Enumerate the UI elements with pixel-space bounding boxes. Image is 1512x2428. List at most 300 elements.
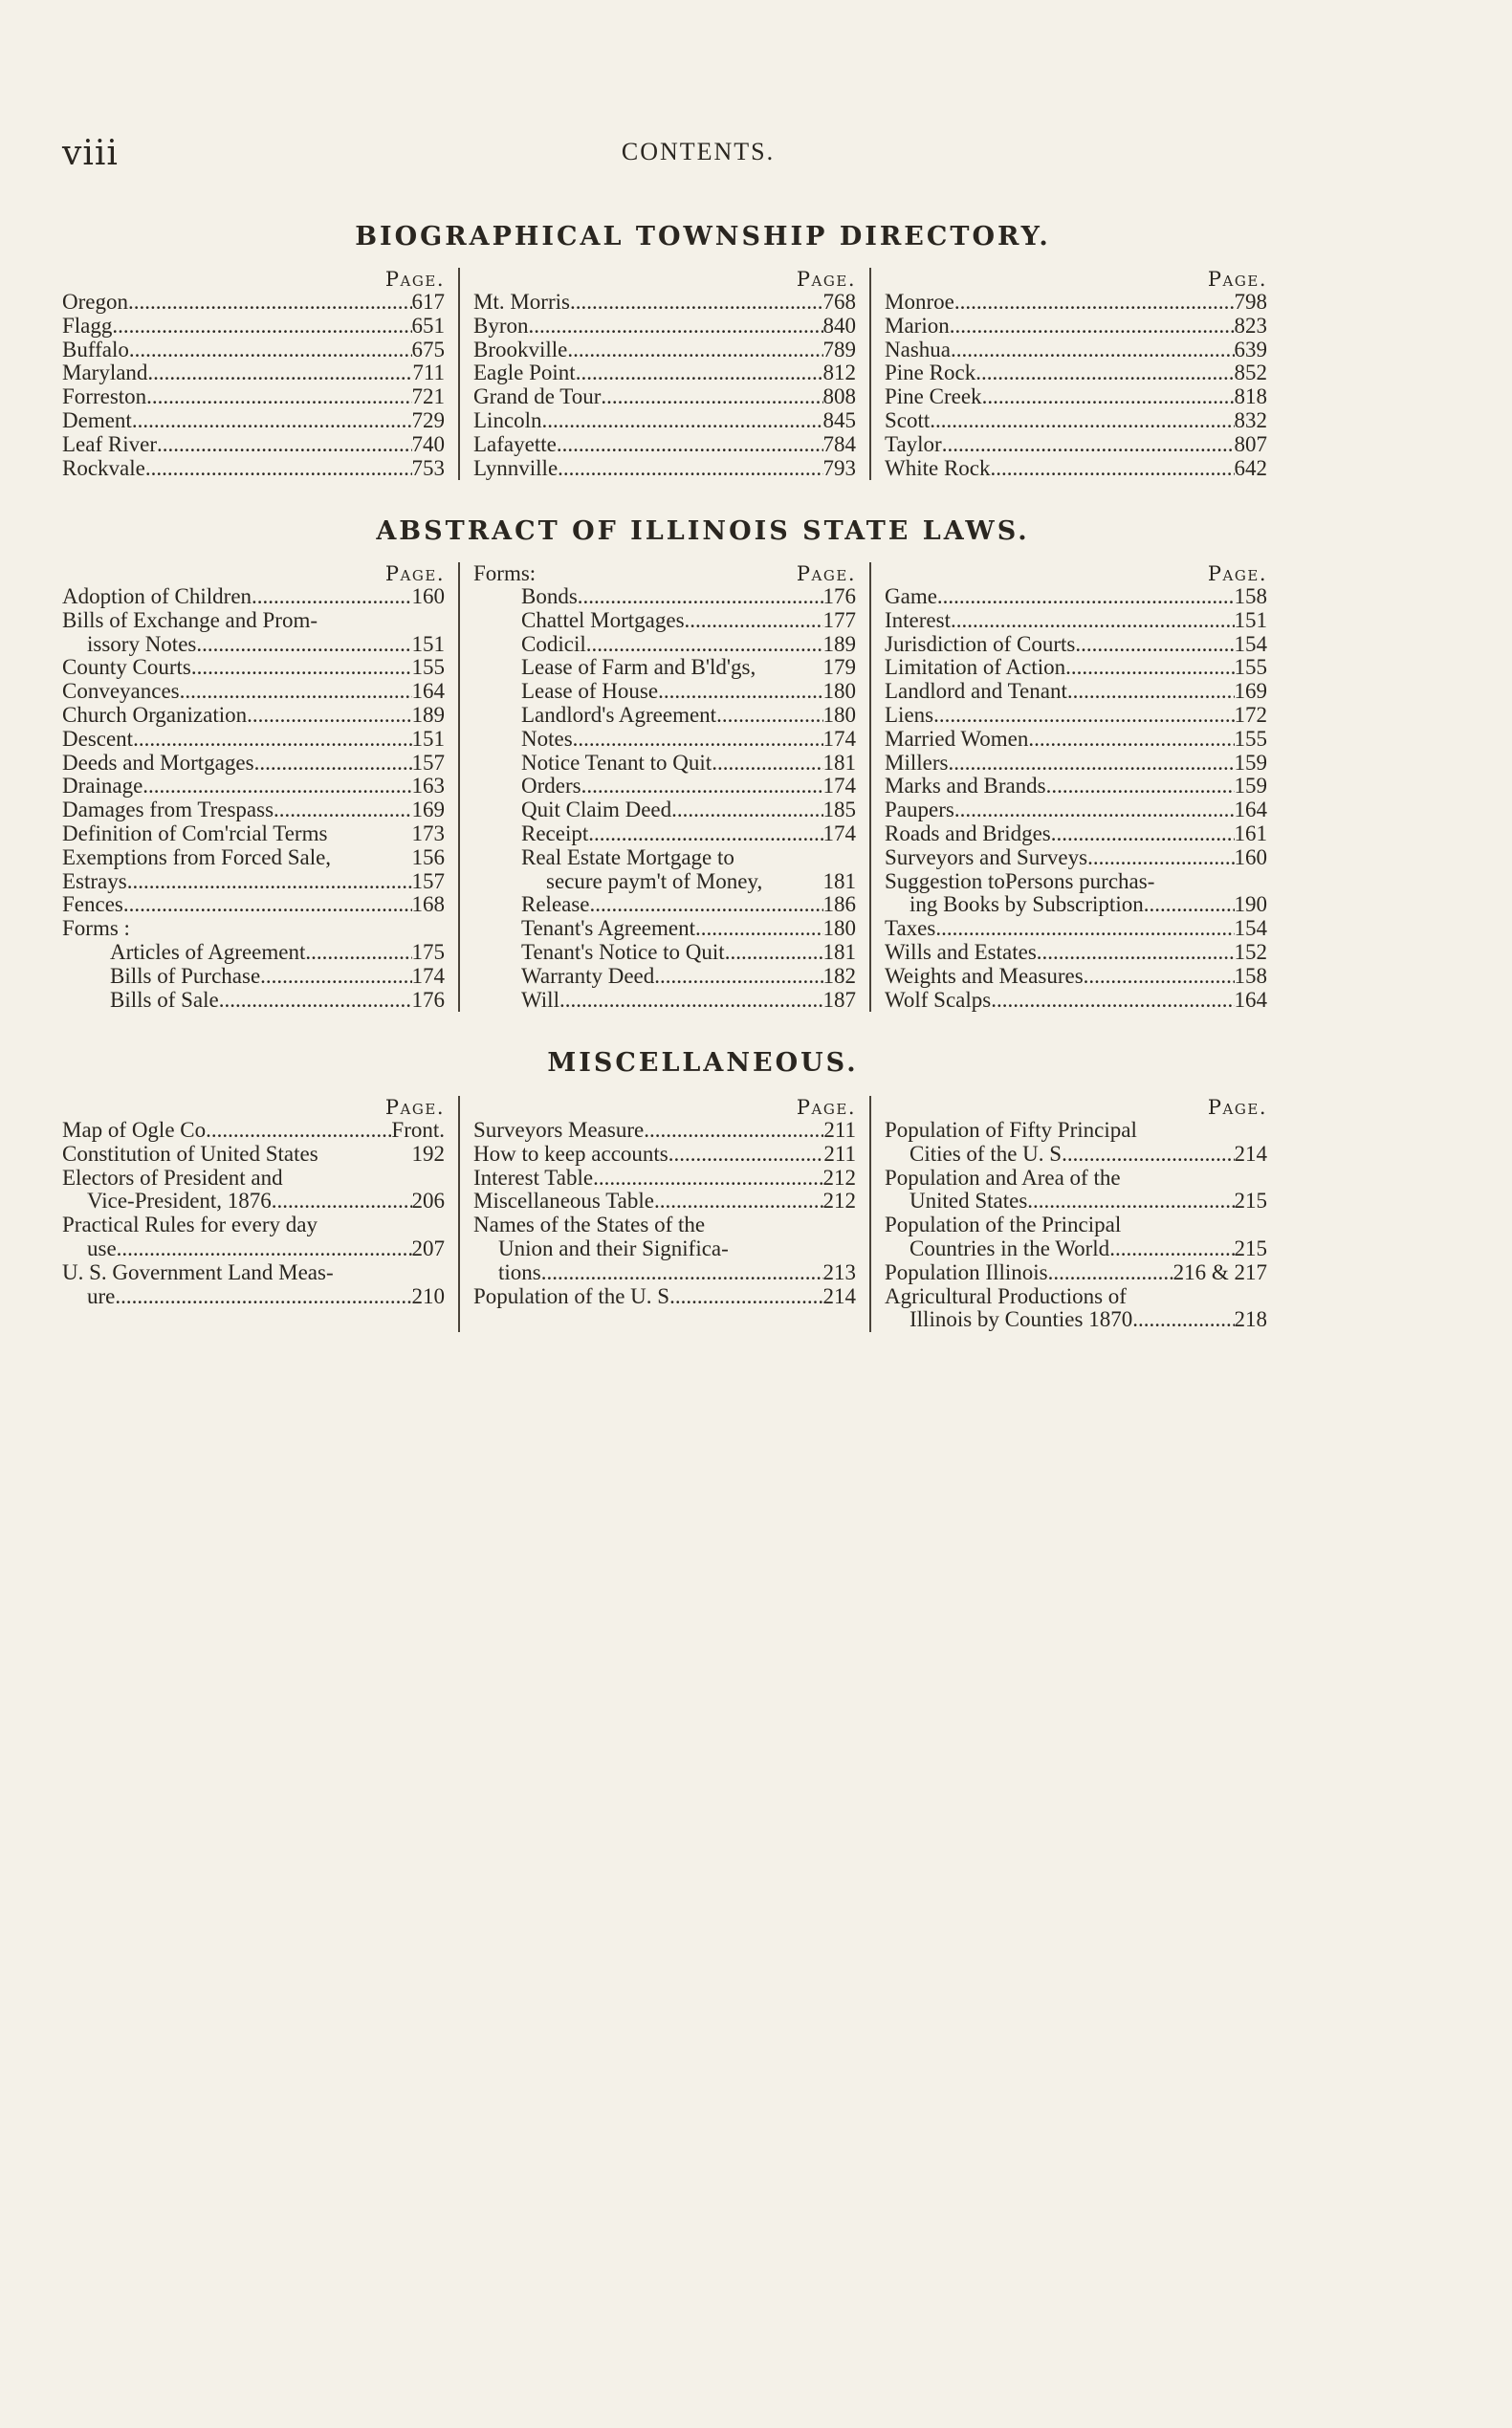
leader-dots [654, 965, 822, 989]
leader-dots [576, 361, 823, 385]
leader-dots [558, 457, 822, 481]
leader-dots [933, 704, 1234, 728]
contents-entry [885, 752, 1267, 776]
leader-dots [951, 609, 1235, 633]
contents-entry [885, 870, 1267, 894]
leader-dots [133, 728, 411, 752]
entry-page-number: 789 [822, 337, 856, 361]
contents-entry [62, 433, 445, 457]
leader-dots [671, 798, 822, 822]
contents-entry [473, 385, 856, 409]
contents-entry [473, 656, 856, 680]
leader-dots [180, 680, 412, 704]
entry-title: Countries in the World [909, 1236, 1110, 1260]
contents-entry [62, 893, 445, 917]
leader-dots [541, 1261, 823, 1285]
entry-page-number: 159 [1234, 750, 1267, 775]
contents-entry [62, 680, 445, 704]
leader-dots [590, 893, 823, 917]
entry-page-number: 213 [822, 1259, 856, 1284]
contents-column [62, 268, 458, 480]
entry-title: Names of the States of the [473, 1213, 706, 1237]
leader-dots [115, 1285, 411, 1309]
entry-title: Nashua [885, 337, 951, 361]
contents-entry [885, 846, 1267, 870]
contents-entry [62, 361, 445, 385]
contents-entry [62, 585, 445, 609]
entry-title: Orders [521, 774, 581, 798]
entry-title: Eagle Point [473, 361, 576, 385]
leader-dots [942, 433, 1235, 457]
entry-page-number: 182 [822, 963, 856, 988]
leader-dots [559, 989, 823, 1013]
entry-title: Byron [473, 313, 529, 338]
entry-title: Conveyances [62, 679, 180, 704]
contents-entry [473, 798, 856, 822]
contents-entry [62, 798, 445, 822]
entry-page-number: 174 [411, 963, 445, 988]
leader-dots [1048, 1261, 1173, 1285]
contents-entry [885, 409, 1267, 433]
entry-title: Vice-President, 1876 [87, 1189, 272, 1214]
contents-entry [473, 680, 856, 704]
entry-title: Suggestion toPersons purchas- [885, 868, 1155, 893]
leader-dots [117, 1237, 412, 1261]
entry-title: Liens [885, 702, 934, 727]
entry-title: Marion [885, 313, 950, 338]
entry-page-number: 151 [411, 631, 445, 656]
entry-title: Forreston [62, 384, 147, 409]
contents-entry [473, 409, 856, 433]
contents-entry [62, 1237, 445, 1261]
entry-page-number: 212 [822, 1165, 856, 1190]
contents-entry [473, 1190, 856, 1214]
entry-title: Fences [62, 892, 123, 917]
contents-entry [885, 361, 1267, 385]
leader-dots [1144, 893, 1235, 917]
page-label: Page. [796, 1096, 856, 1119]
entry-page-number: 176 [411, 987, 445, 1012]
contents-entry [62, 989, 445, 1013]
leader-dots [669, 1285, 822, 1309]
entry-page-number: 214 [822, 1283, 856, 1308]
contents-entry [885, 1285, 1267, 1309]
entry-page-number: 180 [822, 679, 856, 704]
leader-dots [1028, 728, 1234, 752]
entry-title: Maryland [62, 361, 148, 385]
leader-dots [712, 752, 822, 776]
entry-title: Taxes [885, 916, 936, 941]
entry-title: Population Illinois [885, 1259, 1048, 1284]
entry-title: Mt. Morris [473, 290, 570, 314]
entry-title: Population of Fifty Principal [885, 1118, 1137, 1142]
section-biographical [62, 268, 1353, 480]
leader-dots [725, 941, 823, 965]
leader-dots [219, 989, 412, 1013]
contents-entry [885, 1143, 1267, 1167]
leader-dots [542, 409, 823, 433]
entry-page-number: 189 [822, 631, 856, 656]
contents-entry [885, 1261, 1267, 1285]
contents-entry [473, 291, 856, 315]
entry-title: Population of the Principal [885, 1213, 1122, 1237]
entry-title: Drainage [62, 774, 143, 798]
entry-page-number: 173 [411, 820, 445, 845]
entry-page-number: 155 [1234, 726, 1267, 751]
entry-page-number: 212 [822, 1189, 856, 1214]
entry-title: Jurisdiction of Courts [885, 631, 1076, 656]
entry-page-number: 180 [822, 916, 856, 941]
entry-title: Agricultural Productions of [885, 1283, 1127, 1308]
section-title-abstract: ABSTRACT OF ILLINOIS STATE LAWS. [376, 516, 1030, 546]
contents-entry [473, 893, 856, 917]
contents-entry [885, 633, 1267, 657]
entry-title: Notes [521, 726, 573, 751]
leader-dots [1062, 1143, 1234, 1167]
entry-title: use [87, 1236, 117, 1260]
contents-entry [473, 1237, 856, 1261]
entry-page-number: 812 [822, 361, 856, 385]
entry-title: Notice Tenant to Quit [521, 750, 712, 775]
entry-title: Limitation of Action [885, 655, 1066, 680]
contents-entry [473, 965, 856, 989]
entry-page-number: 617 [411, 290, 445, 314]
contents-entry [473, 704, 856, 728]
leader-dots [930, 409, 1234, 433]
entry-title: Practical Rules for every day [62, 1213, 318, 1237]
entry-page-number: 152 [1234, 939, 1267, 964]
contents-column [458, 1096, 869, 1332]
entry-page-number: 187 [822, 987, 856, 1012]
leader-dots [146, 385, 411, 409]
entry-page-number: 157 [411, 750, 445, 775]
contents-entry [62, 1261, 445, 1285]
entry-page-number: 798 [1234, 290, 1267, 314]
entry-page-number: 151 [1234, 607, 1267, 632]
entry-page-number: 753 [411, 455, 445, 480]
contents-column [62, 562, 458, 1012]
leader-dots [573, 728, 823, 752]
leader-dots [1065, 656, 1234, 680]
contents-entry [62, 1119, 445, 1143]
entry-title: Wolf Scalps [885, 987, 992, 1012]
contents-entry [62, 409, 445, 433]
contents-entry [473, 775, 856, 798]
entry-title: Articles of Agreement [110, 939, 306, 964]
contents-entry [62, 291, 445, 315]
entry-title: Illinois by Counties 1870 [909, 1307, 1133, 1332]
entry-page-number: 832 [1234, 407, 1267, 432]
entry-title: Lease of Farm and B'ld'gs, [521, 655, 756, 680]
entry-page-number: 807 [1234, 431, 1267, 456]
contents-entry [885, 893, 1267, 917]
entry-title: tions [498, 1259, 541, 1284]
leader-dots [147, 361, 412, 385]
entry-title: ing Books by Subscription [909, 892, 1144, 917]
entry-title: Real Estate Mortgage to [521, 844, 734, 869]
contents-entry [473, 752, 856, 776]
page-label: Page. [1207, 268, 1267, 291]
entry-title: Roads and Bridges [885, 820, 1051, 845]
entry-title: Landlord's Agreement [521, 702, 717, 727]
column-page-heading [885, 268, 1267, 291]
column-page-heading [62, 1096, 445, 1119]
entry-page-number: 211 [823, 1141, 856, 1166]
entry-title: Cities of the U. S [909, 1141, 1063, 1166]
entry-page-number: 215 [1234, 1189, 1267, 1214]
entry-page-number: 161 [1234, 820, 1267, 845]
contents-entry [885, 339, 1267, 362]
contents-entry [473, 339, 856, 362]
leader-dots [654, 1190, 823, 1214]
leader-dots [601, 385, 822, 409]
contents-column [458, 268, 869, 480]
leader-dots [593, 1167, 822, 1191]
entry-page-number: 179 [822, 655, 856, 680]
contents-entry [62, 339, 445, 362]
leader-dots [1075, 633, 1234, 657]
contents-entry [885, 798, 1267, 822]
leader-dots [557, 433, 823, 457]
leader-dots [247, 704, 411, 728]
contents-column [869, 1096, 1281, 1332]
contents-entry [885, 656, 1267, 680]
entry-page-number: 214 [1234, 1141, 1267, 1166]
contents-entry [62, 1167, 445, 1191]
column-page-heading [473, 1096, 856, 1119]
entry-title: Forms : [62, 916, 130, 941]
page-label: Page. [796, 268, 856, 291]
contents-entry [885, 585, 1267, 609]
leader-dots [128, 291, 412, 315]
entry-title: Interest [885, 607, 951, 632]
contents-entry [473, 433, 856, 457]
contents-entry [62, 385, 445, 409]
running-title: CONTENTS. [621, 138, 776, 165]
page-header [0, 134, 1512, 172]
column-page-heading [473, 268, 856, 291]
entry-page-number: 180 [822, 702, 856, 727]
entry-page-number: 164 [411, 679, 445, 704]
contents-entry [62, 846, 445, 870]
leader-dots [1046, 775, 1235, 798]
entry-page-number: 169 [411, 798, 445, 822]
entry-page-number: 823 [1234, 313, 1267, 338]
contents-column [869, 562, 1281, 1012]
entry-page-number: 158 [1234, 963, 1267, 988]
entry-page-number: 210 [411, 1283, 445, 1308]
contents-entry [62, 1285, 445, 1309]
contents-entry [62, 1214, 445, 1237]
contents-entry [885, 1167, 1267, 1191]
leader-dots [260, 965, 411, 989]
entry-page-number: 784 [822, 431, 856, 456]
entry-page-number: 176 [822, 584, 856, 608]
section-abstract [62, 562, 1353, 1012]
contents-entry [885, 775, 1267, 798]
contents-column [458, 562, 869, 1012]
page-label: Page. [1207, 562, 1267, 585]
entry-title: Buffalo [62, 337, 129, 361]
contents-entry [473, 457, 856, 481]
leader-dots [581, 775, 823, 798]
entry-title: Electors of President and [62, 1165, 283, 1190]
leader-dots [254, 752, 412, 776]
leader-dots [157, 433, 412, 457]
section-title-miscellaneous: MISCELLANEOUS. [547, 1048, 859, 1078]
contents-entry [473, 1119, 856, 1143]
column-page-heading [885, 562, 1267, 585]
entry-page-number: 740 [411, 431, 445, 456]
entry-page-number: 186 [822, 892, 856, 917]
leader-dots [954, 798, 1235, 822]
entry-title: Quit Claim Deed [521, 798, 672, 822]
entry-title: Tenant's Agreement [521, 916, 696, 941]
entry-title: Lease of House [521, 679, 659, 704]
leader-dots [935, 917, 1234, 941]
entry-title: Receipt [521, 820, 589, 845]
entry-title: Lafayette [473, 431, 557, 456]
leader-dots [145, 457, 412, 481]
contents-entry [885, 315, 1267, 339]
leader-dots [129, 339, 412, 362]
leader-dots [1132, 1308, 1234, 1332]
contents-entry [885, 1214, 1267, 1237]
leader-dots [252, 585, 411, 609]
entry-title: Adoption of Children [62, 584, 252, 608]
entry-page-number: 840 [822, 313, 856, 338]
contents-entry [62, 704, 445, 728]
contents-entry [885, 704, 1267, 728]
entry-title: White Rock [885, 455, 991, 480]
leader-dots [1037, 941, 1235, 965]
entry-title: Exemptions from Forced Sale, [62, 844, 332, 869]
contents-entry [885, 1190, 1267, 1214]
contents-entry [62, 1143, 445, 1167]
entry-title: Estrays [62, 868, 127, 893]
leader-dots [132, 409, 412, 433]
entry-page-number: 639 [1234, 337, 1267, 361]
entry-title: Weights and Measures [885, 963, 1084, 988]
contents-entry [473, 1261, 856, 1285]
entry-page-number: 207 [411, 1236, 445, 1260]
entry-page-number: 159 [1234, 774, 1267, 798]
leader-dots [1109, 1237, 1234, 1261]
leader-dots [142, 775, 411, 798]
page-label: Page. [796, 562, 856, 585]
entry-page-number: 174 [822, 726, 856, 751]
contents-entry [885, 941, 1267, 965]
entry-title: Scott [885, 407, 931, 432]
entry-title: U. S. Government Land Meas- [62, 1259, 334, 1284]
column-page-heading [62, 268, 445, 291]
contents-entry [473, 1285, 856, 1309]
contents-entry [473, 315, 856, 339]
entry-title: Deeds and Mortgages [62, 750, 254, 775]
contents-entry [473, 585, 856, 609]
leader-dots [586, 633, 823, 657]
leader-dots [1027, 1190, 1234, 1214]
entry-title: Game [885, 584, 937, 608]
entry-page-number: Front. [391, 1118, 445, 1142]
page-label: Page. [384, 268, 445, 291]
contents-entry [473, 1167, 856, 1191]
entry-page-number: 160 [411, 584, 445, 608]
entry-title: Bonds [521, 584, 578, 608]
entry-page-number: 174 [822, 774, 856, 798]
entry-page-number: 711 [412, 361, 445, 385]
entry-page-number: 155 [1234, 655, 1267, 680]
entry-title: Pine Creek [885, 384, 982, 409]
entry-page-number: 181 [822, 868, 856, 893]
contents-entry [62, 457, 445, 481]
contents-entry [885, 917, 1267, 941]
column-page-heading [885, 1096, 1267, 1119]
contents-entry [62, 1190, 445, 1214]
entry-title: How to keep accounts [473, 1141, 668, 1166]
contents-entry [473, 917, 856, 941]
entry-title: Surveyors and Surveys [885, 844, 1088, 869]
leader-dots [123, 893, 412, 917]
leader-dots [991, 989, 1234, 1013]
contents-entry [473, 1214, 856, 1237]
entry-page-number: 845 [822, 407, 856, 432]
entry-page-number: 215 [1234, 1236, 1267, 1260]
entry-page-number: 154 [1234, 631, 1267, 656]
entry-title: Release [521, 892, 590, 917]
entry-title: Monroe [885, 290, 954, 314]
contents-entry [885, 989, 1267, 1013]
entry-page-number: 169 [1234, 679, 1267, 704]
leader-dots [127, 870, 412, 894]
leader-dots [1067, 680, 1235, 704]
leader-dots [954, 291, 1235, 315]
leader-dots [112, 315, 411, 339]
leader-dots [658, 680, 822, 704]
contents-entry [885, 728, 1267, 752]
entry-title: Church Organization [62, 702, 248, 727]
section-title-biographical: BIOGRAPHICAL TOWNSHIP DIRECTORY. [355, 222, 1051, 252]
entry-title: Chattel Mortgages [521, 607, 685, 632]
entry-page-number: 160 [1234, 844, 1267, 869]
contents-entry [62, 315, 445, 339]
contents-entry [885, 1308, 1267, 1332]
page-number: viii [62, 134, 119, 173]
contents-entry [473, 941, 856, 965]
entry-title: Lincoln [473, 407, 542, 432]
entry-title: Rockvale [62, 455, 145, 480]
entry-page-number: 721 [411, 384, 445, 409]
entry-page-number: 163 [411, 774, 445, 798]
contents-entry [62, 917, 445, 941]
leader-dots [529, 315, 823, 339]
leader-dots [716, 704, 822, 728]
leader-dots [206, 1119, 391, 1143]
entry-page-number: 218 [1234, 1307, 1267, 1332]
entry-title: Bills of Purchase [110, 963, 261, 988]
entry-title: Miscellaneous Table [473, 1189, 654, 1214]
entry-title: Leaf River [62, 431, 157, 456]
contents-entry [473, 1143, 856, 1167]
leader-dots [196, 633, 411, 657]
entry-page-number: 768 [822, 290, 856, 314]
entry-title: Flagg [62, 313, 113, 338]
entry-title: ure [87, 1283, 116, 1308]
entry-page-number: 793 [822, 455, 856, 480]
leader-dots [570, 291, 823, 315]
contents-entry [62, 609, 445, 633]
contents-entry [473, 870, 856, 894]
